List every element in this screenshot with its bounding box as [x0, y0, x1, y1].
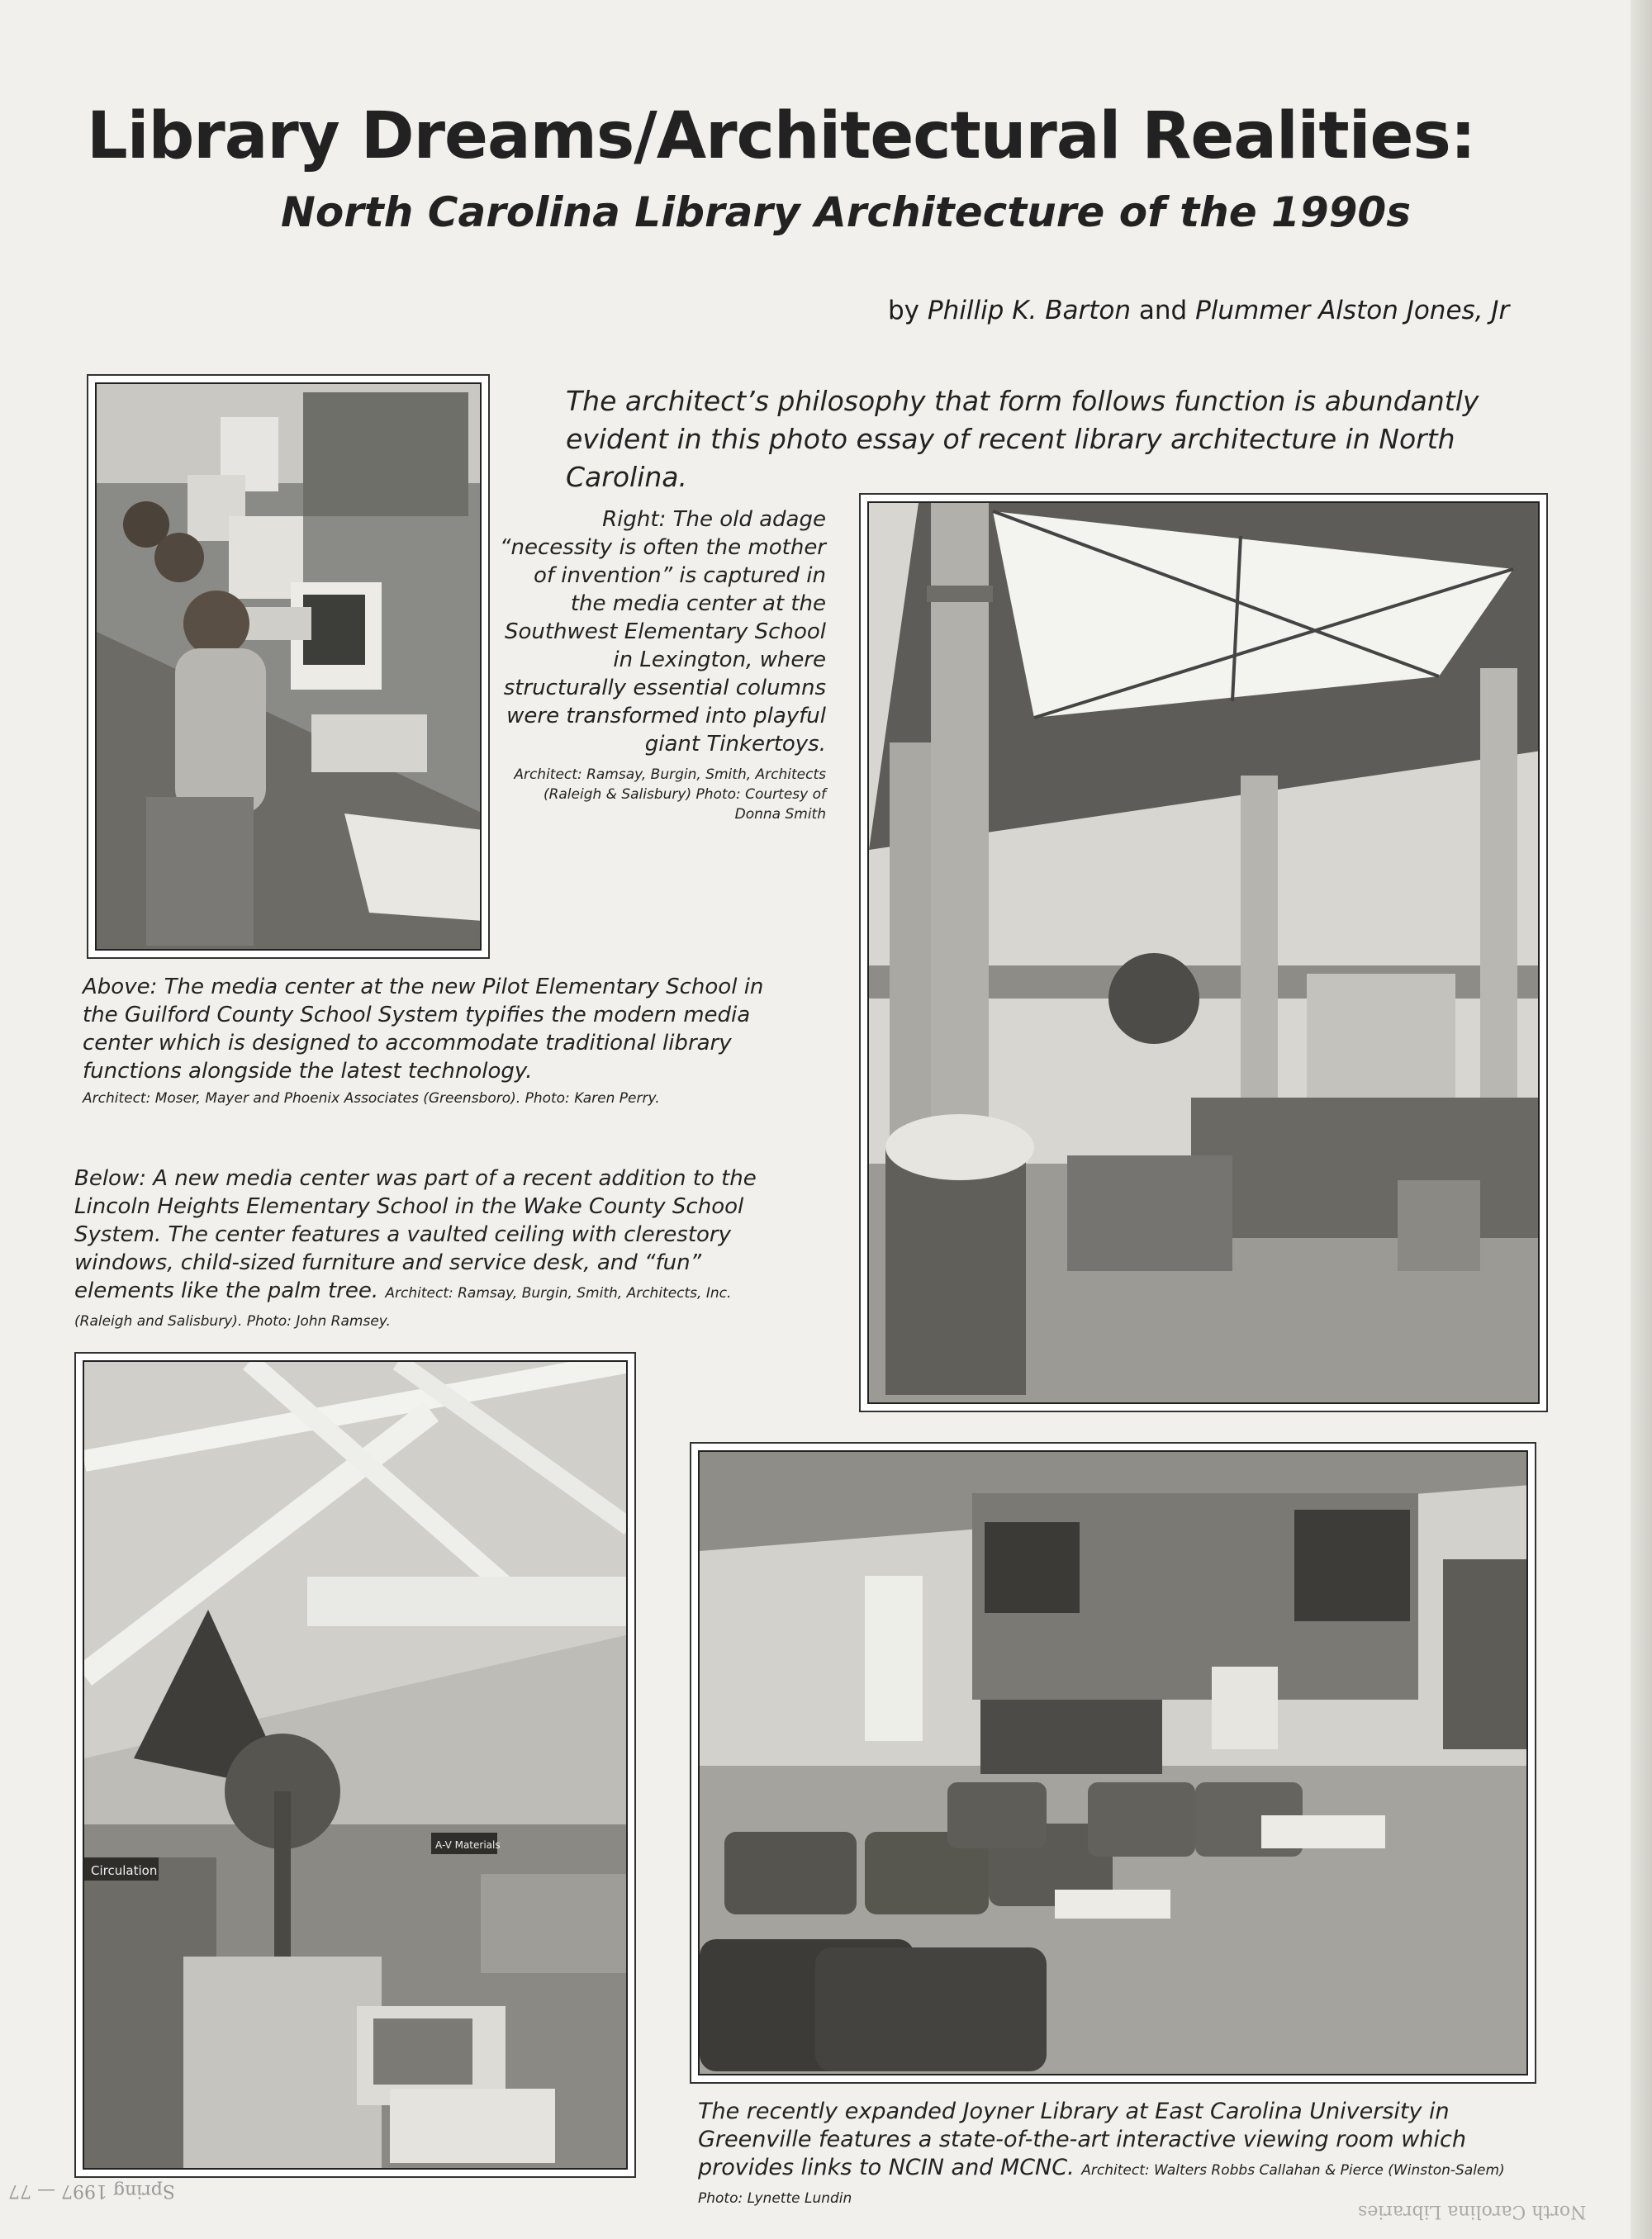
caption-right-credit: Architect: Ramsay, Burgin, Smith, Architects (Raleigh & Salisbury) Photo: Courtesy of Donna Smith [514, 766, 826, 823]
caption-joyner-text: The recently expanded Joyner Library at East Carolina University in Greenville features a state-of-the-art interactive viewing room which provides links to NCIN and MCNC. [698, 2099, 1466, 2180]
intro-text: The architect’s philosophy that form follows function is abundantly evident in this photo essay of recent library architecture in North Carolina. [566, 385, 1479, 493]
page-edge [1631, 0, 1652, 2239]
footer-publication: North Carolina Libraries [1357, 2201, 1586, 2222]
photo-lincoln-heights-media-center [74, 1352, 636, 2178]
caption-below-text: Below: A new media center was part of a recent addition to the Lincoln Heights Elementary School in the Wake County School System. The center features a vaulted ceiling with clerestory windows, child-sized furniture and service desk, and “fun” elements like the palm tree. [74, 1166, 757, 1303]
photo-pilot-media-center [87, 374, 490, 959]
photo-image [698, 1450, 1528, 2075]
computer-lab-illustration [97, 384, 482, 951]
caption-below-credit: Architect: Ramsay, Burgin, Smith, Architects, Inc. (Raleigh and Salisbury). Photo: John Ramsey. [74, 1285, 732, 1330]
photo-image [95, 382, 482, 951]
photo-image [867, 501, 1540, 1404]
viewing-room-illustration [700, 1452, 1528, 2075]
tinkertoy-columns-illustration [869, 503, 1540, 1404]
byline-and: and [1138, 296, 1188, 325]
photo-joyner-viewing-room [690, 1442, 1536, 2084]
caption-joyner [698, 2098, 1540, 2210]
caption-right [496, 505, 826, 824]
vaulted-library-illustration [84, 1362, 628, 2170]
photo-southwest-media-center [859, 493, 1548, 1412]
caption-below [74, 1165, 776, 1333]
caption-joyner-credit: Architect: Walters Robbs Callahan & Pierce (Winston-Salem) Photo: Lynette Lundin [698, 2162, 1505, 2207]
av-materials-sign: A-V Materials [435, 1839, 501, 1851]
article-title: Library Dreams/Architectural Realities: [87, 99, 1475, 173]
caption-above-text: Above: The media center at the new Pilot Elementary School in the Guilford County School System typifies the modern media center which is designed to accommodate traditional library functions alongside the latest technology. [83, 975, 764, 1084]
footer-page-number: Spring 1997 — 77 [8, 2180, 175, 2201]
byline [888, 296, 1549, 325]
caption-above-credit: Architect: Moser, Mayer and Phoenix Associates (Greensboro). Photo: Karen Perry. [83, 1090, 660, 1107]
article-subtitle: North Carolina Library Architecture of the 1990s [281, 188, 1411, 236]
author-1: Phillip K. Barton [927, 296, 1132, 325]
circulation-sign: Circulation [91, 1863, 158, 1878]
caption-above [83, 973, 768, 1108]
byline-prefix: by [888, 296, 920, 325]
photo-image [83, 1360, 628, 2170]
author-2: Plummer Alston Jones, Jr [1195, 296, 1510, 325]
caption-right-text: Right: The old adage “necessity is often the mother of invention” is captured in the media center at the Southwest Elementary School in Lexington, where structurally essential columns were transformed into playful giant Tinkertoys. [500, 507, 826, 757]
